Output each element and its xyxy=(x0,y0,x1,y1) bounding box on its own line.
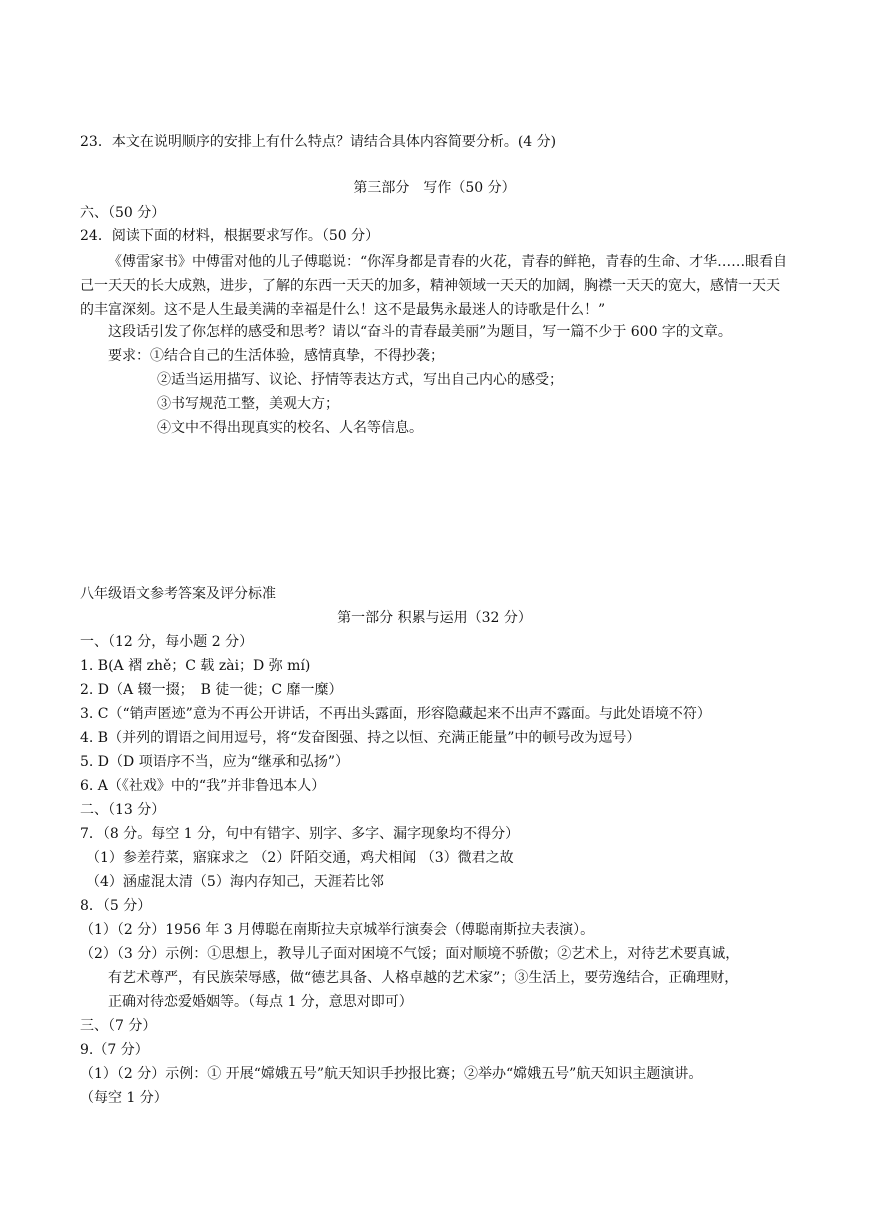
answer-7-line-1: （1）参差荇菜，寤寐求之 （2）阡陌交通，鸡犬相闻 （3）微君之故 xyxy=(86,850,514,866)
answer-1: 1. B(A 褶 zhě；C 载 zài；D 弥 mí) xyxy=(80,658,311,674)
answer-6: 6. A（《社戏》中的“我”并非鲁迅本人） xyxy=(80,778,326,794)
answer-8-part-2-line-3: 正确对待恋爱婚姻等。（每点 1 分，意思对即可） xyxy=(108,994,413,1010)
answer-7: 7．（8 分。每空 1 分，句中有错字、别字、多字、漏字现象均不得分） xyxy=(80,826,520,842)
section-3-heading: 三、（7 分） xyxy=(80,1018,157,1034)
answer-2: 2. D（A 辍一掇； B 徒一徙；C 靡一糜） xyxy=(80,682,343,698)
answer-8-part-2-line-1: （2）（3 分）示例：①思想上，教导儿子面对困境不气馁；面对顺境不骄傲；②艺术上，对待艺术要真诚， xyxy=(80,946,740,962)
answer-8-part-1: （1）（2 分）1956 年 3 月傅聪在南斯拉夫京城举行演奏会（傅聪南斯拉夫表演）。 xyxy=(80,922,595,938)
answer-8: 8．（5 分） xyxy=(80,898,152,914)
answer-4: 4. B（并列的谓语之间用逗号，将“发奋图强、持之以恒、充满正能量”中的顿号改为逗号） xyxy=(80,730,641,746)
question-24-prompt: 这段话引发了你怎样的感受和思考？请以“奋斗的青春最美丽”为题目，写一篇不少于 600 字的文章。 xyxy=(108,324,732,340)
answer-key-title: 八年级语文参考答案及评分标准 xyxy=(80,586,276,602)
requirement-2: ②适当运用描写、议论、抒情等表达方式，写出自己内心的感受； xyxy=(157,372,563,388)
answer-7-line-2: （4）涵虚混太清（5）海内存知己，天涯若比邻 xyxy=(86,874,384,890)
question-24-material: 《傅雷家书》中傅雷对他的儿子傅聪说：“你浑身都是青春的火花，青春的鲜艳，青春的生命、才华……眼看自己一天天的长大成熟，进步，了解的东西一天天的加多，精神领域一天天的加阔，胸襟一天天的宽大，感情一天天的丰富深刻。这不是人生最美满的幸福是什么！这不是最隽永最迷人的诗歌是什么！” xyxy=(80,254,788,318)
answer-9-part-1-scoring: （每空 1 分） xyxy=(80,1090,168,1106)
question-24: 24．阅读下面的材料，根据要求写作。（50 分） xyxy=(80,228,380,244)
requirement-4: ④文中不得出现真实的校名、人名等信息。 xyxy=(157,420,423,436)
section-2-heading: 二、（13 分） xyxy=(80,802,166,818)
section-1-heading: 一、（12 分，每小题 2 分） xyxy=(80,634,254,650)
requirement-1: 要求：①结合自己的生活体验，感情真挚，不得抄袭； xyxy=(108,348,444,364)
answer-9: 9.（7 分） xyxy=(80,1042,149,1058)
part3-heading: 第三部分 写作（50 分） xyxy=(353,180,516,196)
answer-8-part-2-line-2: 有艺术尊严，有民族荣辱感，做“德艺具备、人格卓越的艺术家”；③生活上，要劳逸结合，正确理财， xyxy=(108,970,739,986)
answer-3: 3. C（“销声匿迹”意为不再公开讲话，不再出头露面，形容隐藏起来不出声不露面。与此处语境不符） xyxy=(80,706,711,722)
answer-9-part-1: （1）（2 分）示例：① 开展“嫦娥五号”航天知识手抄报比赛；②举办“嫦娥五号”航天知识主题演讲。 xyxy=(80,1066,703,1082)
answer-5: 5. D（D 项语序不当，应为“继承和弘扬”） xyxy=(80,754,350,770)
question-23: 23．本文在说明顺序的安排上有什么特点？请结合具体内容简要分析。(4 分) xyxy=(80,134,557,150)
part1-heading: 第一部分 积累与运用（32 分） xyxy=(337,610,532,626)
section-6-heading: 六、（50 分） xyxy=(80,205,166,221)
requirement-3: ③书写规范工整，美观大方； xyxy=(157,396,339,412)
